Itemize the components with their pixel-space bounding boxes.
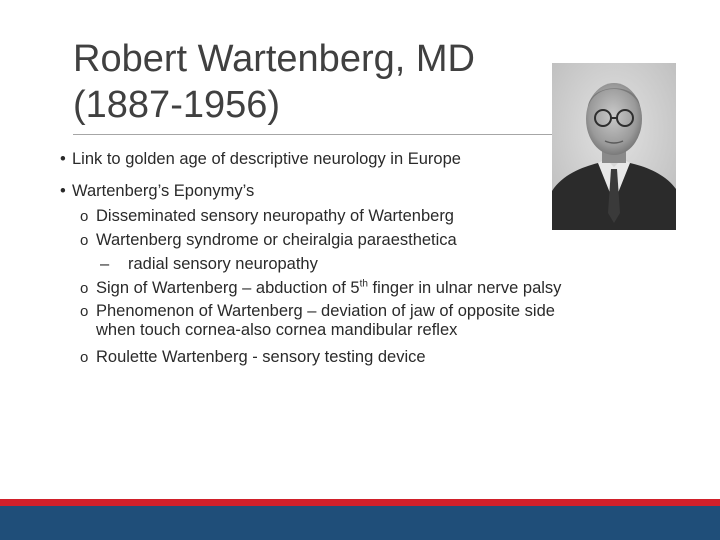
sub-item — [80, 302, 555, 340]
sub-item-text: Phenomenon of Wartenberg – deviation of jaw of opposite side — [96, 302, 555, 320]
bullet-text: Link to golden age of descriptive neurology in Europe — [72, 150, 461, 168]
sub-item-text-before: Sign of Wartenberg – abduction of 5 — [96, 279, 360, 297]
dash-marker: – — [100, 255, 110, 273]
sub-marker: o — [80, 280, 89, 297]
bullet-marker: • — [60, 150, 66, 168]
bullet-item — [60, 182, 254, 201]
sub-item — [80, 231, 457, 250]
title-line-1: Robert Wartenberg, MD — [73, 38, 475, 80]
bullet-text: Wartenberg’s Eponymy’s — [72, 182, 255, 200]
sub-marker: o — [80, 208, 89, 225]
sub-item — [80, 348, 426, 367]
sub-item — [80, 279, 561, 298]
bullet-marker: • — [60, 182, 66, 200]
sub-marker: o — [80, 303, 89, 320]
sub-sub-item — [100, 255, 318, 274]
sub-marker: o — [80, 349, 89, 366]
footer-accent-bar — [0, 499, 720, 506]
bullet-item — [60, 150, 461, 169]
sub-item-text: Disseminated sensory neuropathy of Wartenberg — [96, 207, 454, 225]
slide-title — [73, 36, 543, 128]
sub-item-text-after: finger in ulnar nerve palsy — [367, 279, 562, 297]
sub-sub-item-text: radial sensory neuropathy — [128, 255, 318, 273]
sub-marker: o — [80, 232, 89, 249]
ordinal-suffix: th — [359, 278, 368, 290]
sub-item — [80, 207, 454, 226]
sub-item-text: Wartenberg syndrome or cheiralgia paraesthetica — [96, 231, 457, 249]
portrait-photo — [552, 63, 676, 230]
title-divider — [73, 134, 553, 135]
footer-bar — [0, 506, 720, 540]
sub-item-text: Roulette Wartenberg - sensory testing device — [96, 348, 426, 366]
title-line-2: (1887-1956) — [73, 84, 281, 126]
sub-item-continuation: when touch cornea-also cornea mandibular reflex — [96, 321, 458, 339]
